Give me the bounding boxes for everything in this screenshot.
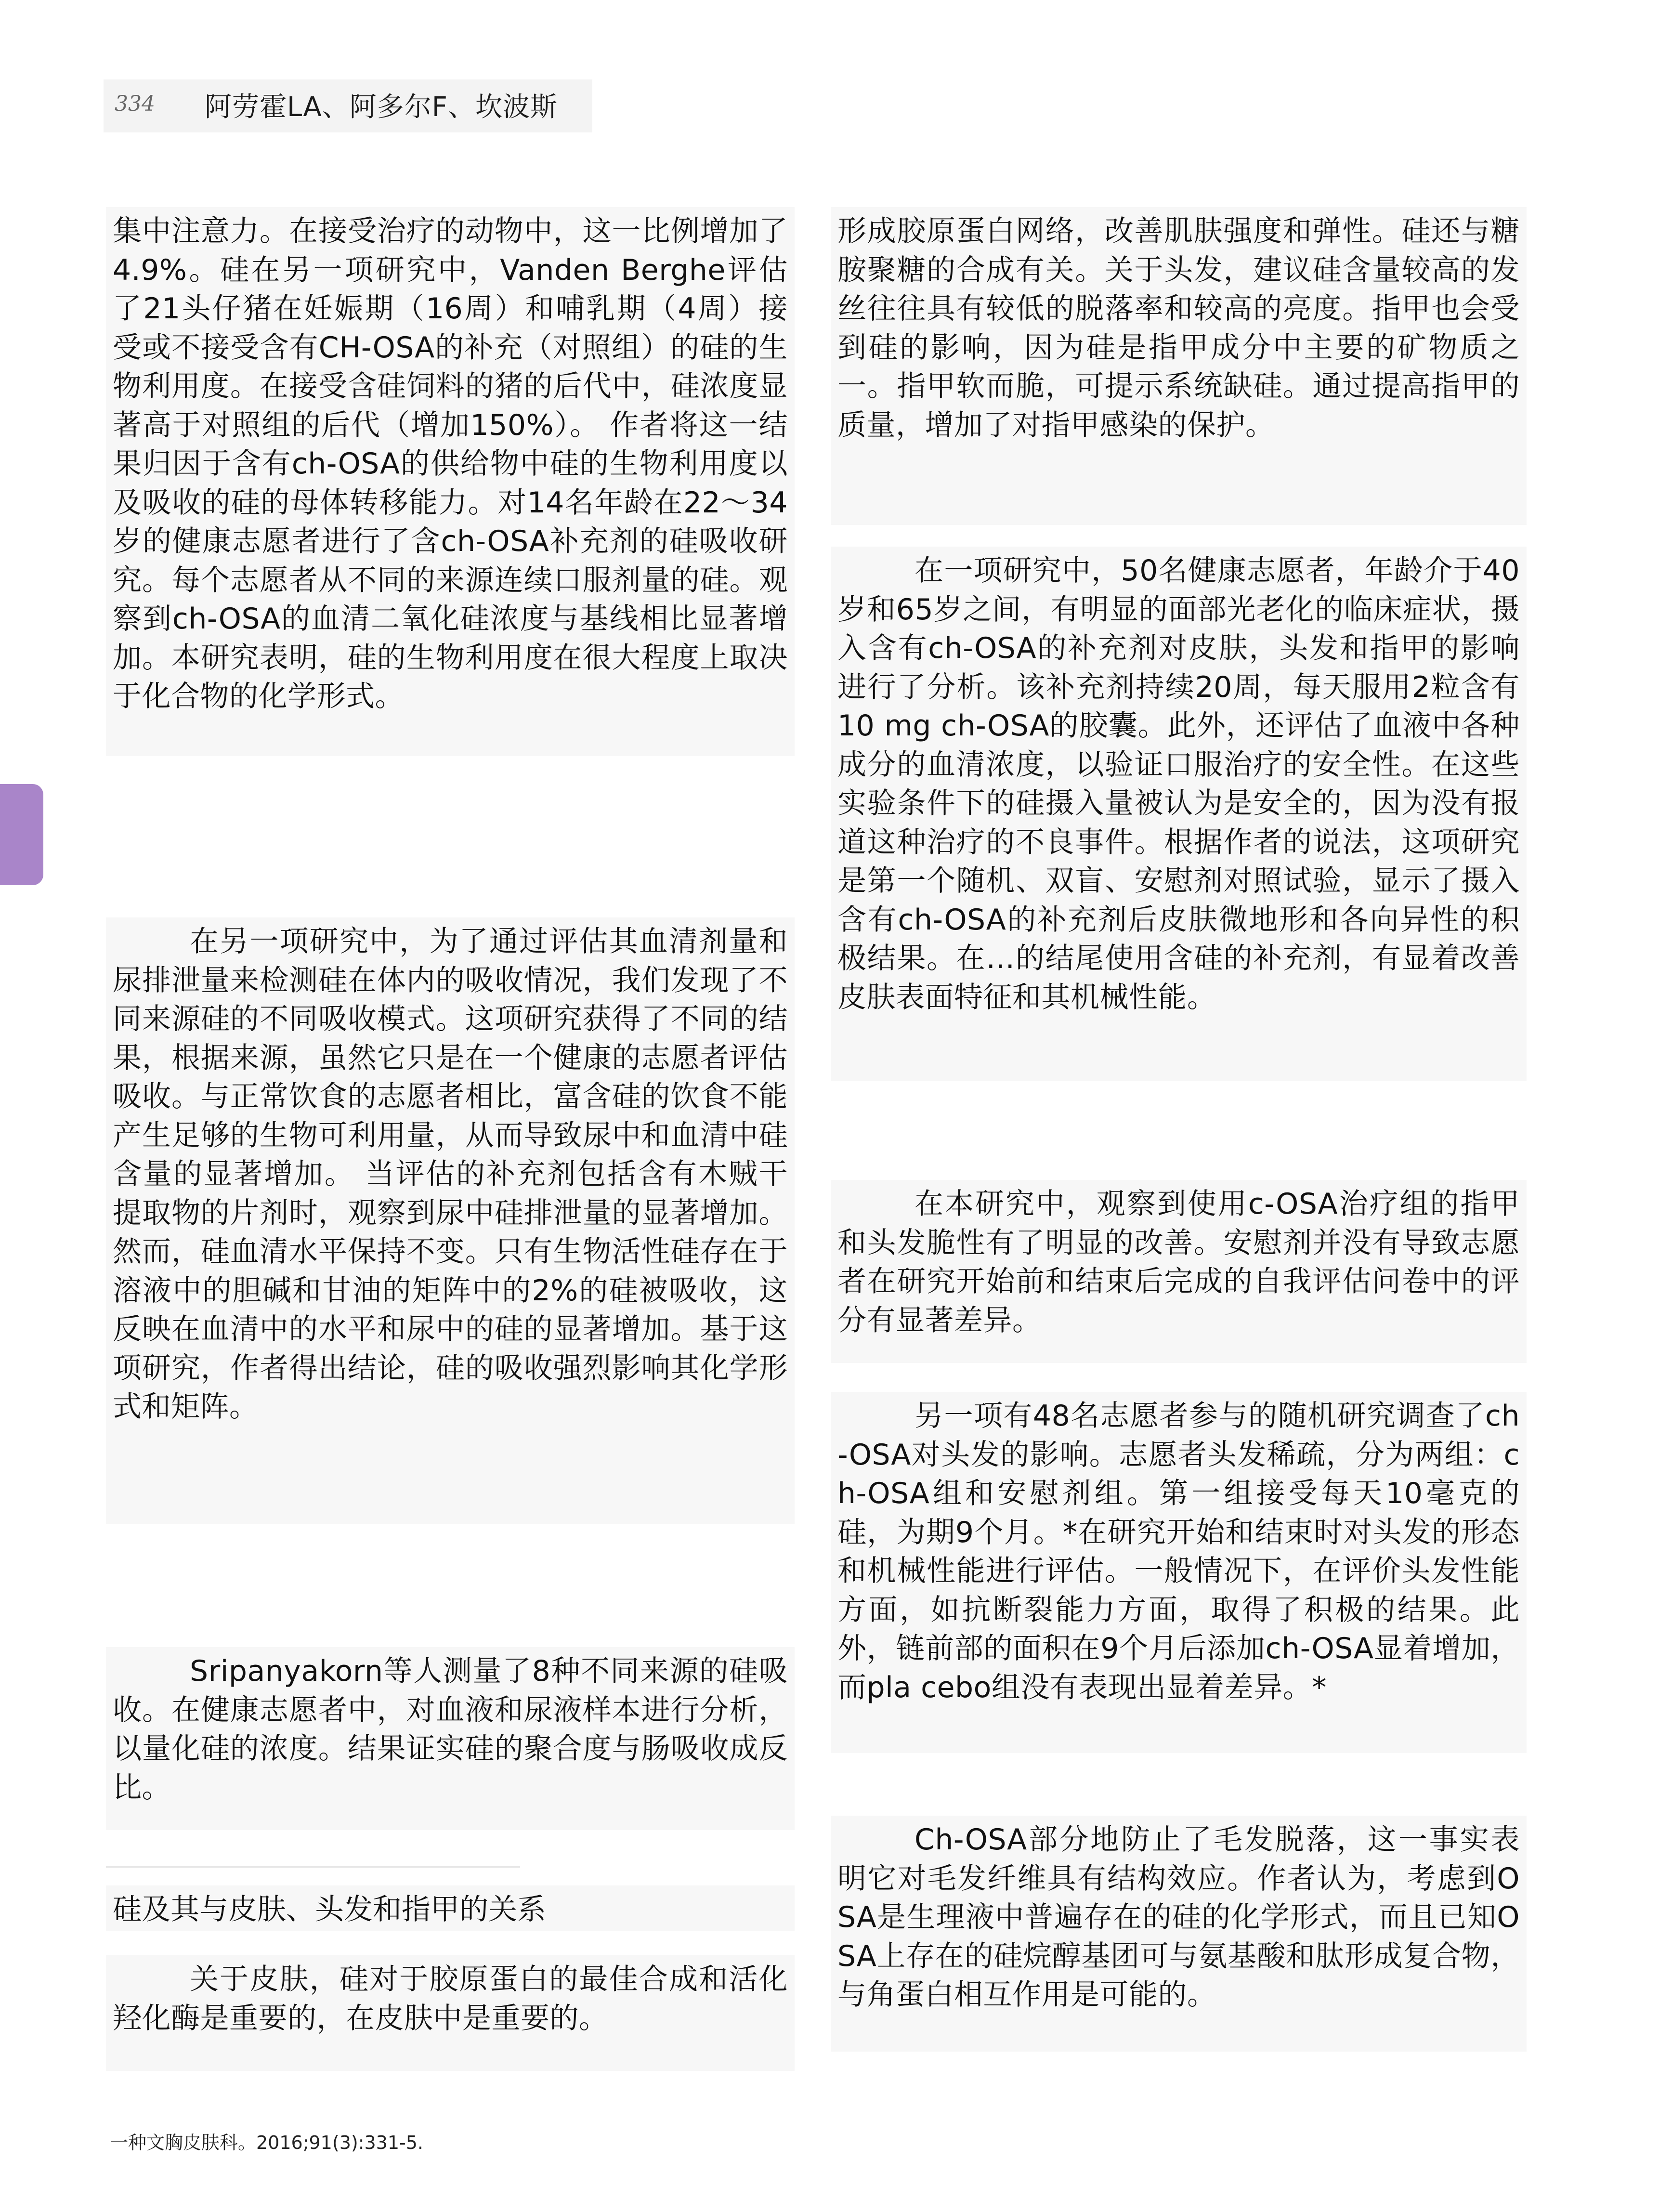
page-number: 334 — [115, 92, 155, 116]
running-head-authors: 阿劳霍LA、阿多尔F、坎波斯 — [205, 92, 558, 123]
right-paragraph-block-1 — [831, 207, 1527, 525]
left-paragraph-4: 关于皮肤，硅对于胶原蛋白的最佳合成和活化羟化酶是重要的，在皮肤中是重要的。 — [113, 1963, 788, 2035]
right-paragraph-block-5 — [831, 1816, 1527, 2052]
left-paragraph-3: Sripanyakorn等人测量了8种不同来源的硅吸收。在健康志愿者中，对血液和尿液样本进行分析，以量化硅的浓度。结果证实硅的聚合度与肠吸收成反比。 — [113, 1654, 788, 1805]
footer-citation: 一种文胸皮肤科。2016;91(3):331-5. — [110, 2132, 423, 2153]
right-paragraph-block-3 — [831, 1180, 1527, 1363]
left-paragraph-block-2 — [106, 917, 795, 1524]
right-paragraph-4: 另一项有48名志愿者参与的随机研究调查了ch-OSA对头发的影响。志愿者头发稀疏，分为两组：ch-OSA组和安慰剂组。第一组接受每天10毫克的硅，为期9个月。*在研究开始和结束时对头发的形态和机械性能进行评估。一般情况下，在评价头发性能方面，如抗断裂能力方面，取得了积极的结果。此外，链前部的面积在9个月后添加ch-OSA显着增加，而pla cebo组没有表现出显着差异。* — [837, 1399, 1520, 1704]
section-heading-block — [106, 1885, 795, 1931]
right-paragraph-1: 形成胶原蛋白网络，改善肌肤强度和弹性。硅还与糖胺聚糖的合成有关。关于头发，建议硅含量较高的发丝往往具有较低的脱落率和较高的亮度。指甲也会受到硅的影响，因为硅是指甲成分中主要的矿物质之一。指甲软而脆，可提示系统缺硅。通过提高指甲的质量，增加了对指甲感染的保护。 — [837, 214, 1520, 442]
left-paragraph-1: 集中注意力。在接受治疗的动物中，这一比例增加了4.9%。硅在另一项研究中，Vanden Berghe评估了21头仔猪在妊娠期（16周）和哺乳期（4周）接受或不接受含有CH-OSA的补充（对照组）的硅的生物利用度。在接受含硅饲料的猪的后代中，硅浓度显著高于对照组的后代（增加150%）。 作者将这一结果归因于含有ch-OSA的供给物中硅的生物利用度以及吸收的硅的母体转移能力。对14名年龄在22～34岁的健康志愿者进行了含ch-OSA补充剂的硅吸收研究。每个志愿者从不同的来源连续口服剂量的硅。观察到ch-OSA的血清二氧化硅浓度与基线相比显著增加。本研究表明，硅的生物利用度在很大程度上取决于化合物的化学形式。 — [113, 214, 788, 713]
right-paragraph-3: 在本研究中，观察到使用c-OSA治疗组的指甲和头发脆性有了明显的改善。安慰剂并没有导致志愿者在研究开始前和结束后完成的自我评估问卷中的评分有显著差异。 — [837, 1187, 1520, 1337]
right-paragraph-block-2 — [831, 547, 1527, 1081]
right-paragraph-5: Ch-OSA部分地防止了毛发脱落，这一事实表明它对毛发纤维具有结构效应。作者认为，考虑到OSA是生理液中普遍存在的硅的化学形式，而且已知OSA上存在的硅烷醇基团可与氨基酸和肽形成复合物，与角蛋白相互作用是可能的。 — [837, 1823, 1520, 2012]
right-paragraph-block-4 — [831, 1392, 1527, 1753]
left-paragraph-2: 在另一项研究中，为了通过评估其血清剂量和尿排泄量来检测硅在体内的吸收情况，我们发现了不同来源硅的不同吸收模式。这项研究获得了不同的结果，根据来源，虽然它只是在一个健康的志愿者评估吸收。与正常饮食的志愿者相比，富含硅的饮食不能产生足够的生物可利用量，从而导致尿中和血清中硅含量的显著增加。 当评估的补充剂包括含有木贼干提取物的片剂时，观察到尿中硅排泄量的显著增加。然而，硅血清水平保持不变。只有生物活性硅存在于溶液中的胆碱和甘油的矩阵中的2%的硅被吸收，这反映在血清中的水平和尿中的硅的显著增加。基于这项研究，作者得出结论，硅的吸收强烈影响其化学形式和矩阵。 — [113, 925, 788, 1424]
section-side-tab — [0, 784, 43, 885]
right-paragraph-2: 在一项研究中，50名健康志愿者，年龄介于40岁和65岁之间，有明显的面部光老化的临床症状，摄入含有ch-OSA的补充剂对皮肤，头发和指甲的影响进行了分析。该补充剂持续20周，每天服用2粒含有10 mg ch-OSA的胶囊。此外，还评估了血液中各种成分的血清浓度，以验证口服治疗的安全性。在这些实验条件下的硅摄入量被认为是安全的，因为没有报道这种治疗的不良事件。根据作者的说法，这项研究是第一个随机、双盲、安慰剂对照试验，显示了摄入含有ch-OSA的补充剂后皮肤微地形和各向异性的积极结果。在…的结尾使用含硅的补充剂，有显着改善皮肤表面特征和其机械性能。 — [837, 554, 1520, 1014]
section-heading-divider — [106, 1866, 520, 1868]
left-paragraph-block-3 — [106, 1647, 795, 1830]
left-paragraph-block-4 — [106, 1955, 795, 2071]
left-paragraph-block-1 — [106, 207, 795, 756]
section-heading: 硅及其与皮肤、头发和指甲的关系 — [113, 1893, 546, 1926]
